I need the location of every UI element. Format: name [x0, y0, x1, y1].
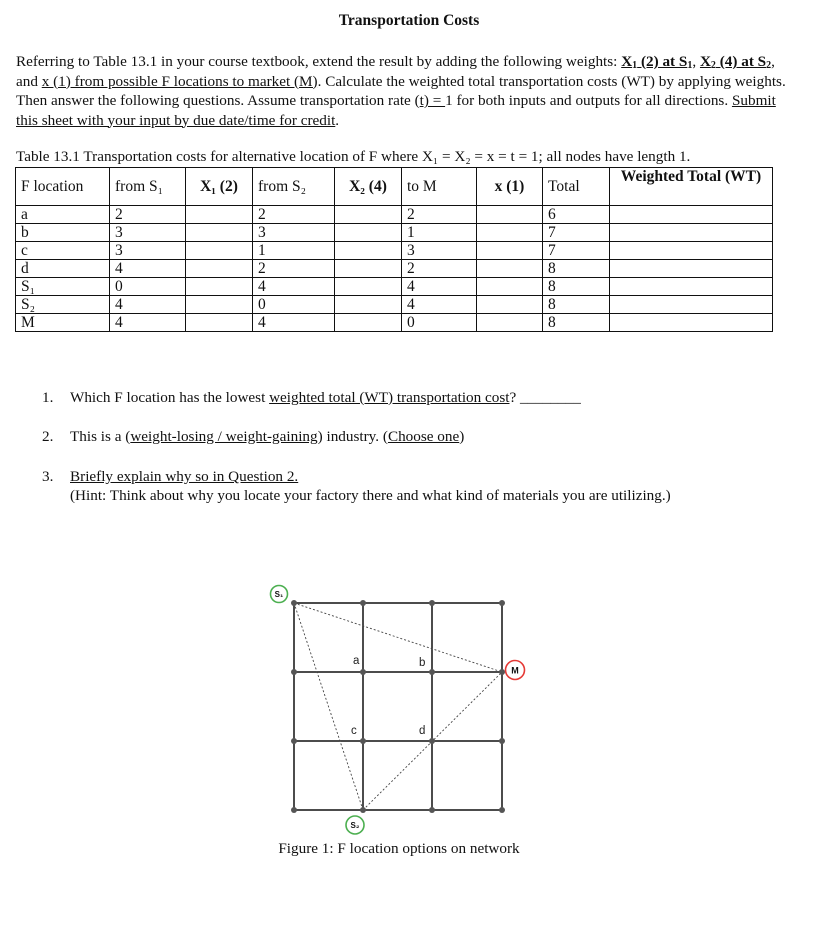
table-cell[interactable] [610, 206, 773, 224]
page-title: Transportation Costs [338, 12, 480, 29]
instructions-paragraph: Referring to Table 13.1 in your course textbook, extend the result by adding the following weights: $X_1$ (2) at $S_1$, $X_2$ (4) at $S_2$, and x (1) from possible F locations to market (M). Calculate the weighted total transportation costs (WT) by applying weights. Then answer the following questions. Assume transportation rate (t) = 1 for both inputs and outputs for all directions. Submit this sheet with your input by due date/time for credit. [16, 53, 786, 129]
header-total: Total [543, 168, 610, 206]
question-3-hint: (Hint: Think about why you locate your factory there and what kind of materials you are utilizing.) [70, 487, 671, 504]
table-cell[interactable] [335, 260, 402, 278]
table-cell: 2 [402, 206, 477, 224]
table-cell: 4 [402, 278, 477, 296]
table-cell[interactable] [610, 278, 773, 296]
table-cell[interactable] [335, 224, 402, 242]
row-label-cell: b [16, 224, 110, 242]
table-cell[interactable] [186, 260, 253, 278]
row-label-cell: d [16, 260, 110, 278]
network-nodes [291, 600, 505, 813]
table-cell: 0 [253, 296, 335, 314]
submit-instruction: Submit this sheet with your input by due date/time for credit [16, 92, 776, 129]
table-cell[interactable] [610, 314, 773, 332]
header-from-s1: from S₁ [110, 168, 186, 206]
table-cell: 3 [110, 224, 186, 242]
table-cell[interactable] [335, 206, 402, 224]
table-cell[interactable] [186, 224, 253, 242]
table-caption: Table 13.1 Transportation costs for alternative location of F where X₁ = X₂ = x = t = 1; all nodes have length 1. [16, 148, 691, 165]
table-cell: 7 [543, 224, 610, 242]
table-row [16, 296, 773, 314]
header-from-s2: from S₂ [253, 168, 335, 206]
table-cell: 0 [402, 314, 477, 332]
table-cell[interactable] [477, 206, 543, 224]
row-label-cell: S₁ [16, 278, 110, 296]
table-cell[interactable] [335, 296, 402, 314]
table-cell[interactable] [610, 260, 773, 278]
route-s1-s2 [294, 603, 363, 810]
table-cell[interactable] [335, 314, 402, 332]
row-label-cell: a [16, 206, 110, 224]
route-s1-m [294, 603, 502, 672]
row-label-cell: c [16, 242, 110, 260]
table-cell: 2 [253, 206, 335, 224]
table-cell: 4 [253, 278, 335, 296]
node-m-marker [506, 661, 525, 680]
node-label-a: a [353, 655, 360, 667]
table-cell: 1 [253, 242, 335, 260]
node-label-c: c [351, 725, 357, 737]
table-cell[interactable] [335, 278, 402, 296]
header-x-weight: x (1) [477, 168, 543, 206]
node-label-s2: S₂ [350, 821, 360, 830]
table-cell: 0 [110, 278, 186, 296]
table-cell: 2 [110, 206, 186, 224]
table-cell: 2 [402, 260, 477, 278]
table-cell: 3 [253, 224, 335, 242]
table-cell: 3 [402, 242, 477, 260]
figure-caption: Figure 1: F location options on network [278, 840, 520, 857]
table-cell: 8 [543, 260, 610, 278]
table-cell: 4 [110, 314, 186, 332]
table-row [16, 242, 773, 260]
table-row [16, 314, 773, 332]
question-1: 1. Which F location has the lowest weighted total (WT) transportation cost? ________ [42, 389, 581, 406]
table-cell[interactable] [477, 224, 543, 242]
table-row [16, 206, 773, 224]
table-cell[interactable] [477, 260, 543, 278]
table-cell[interactable] [477, 278, 543, 296]
node-label-b: b [419, 657, 426, 669]
question-2: 2. This is a (weight-losing / weight-gaining) industry. (Choose one) [42, 428, 465, 445]
table-row [16, 278, 773, 296]
header-x2-weight: X₂ (4) [335, 168, 402, 206]
table-header-row [16, 168, 773, 206]
table-cell: 8 [543, 296, 610, 314]
table-cell: 1 [402, 224, 477, 242]
table-row [16, 260, 773, 278]
table-cell[interactable] [186, 242, 253, 260]
table-cell[interactable] [610, 296, 773, 314]
table-cell: 8 [543, 278, 610, 296]
node-label-d: d [419, 725, 426, 737]
table-cell: 6 [543, 206, 610, 224]
table-cell[interactable] [186, 278, 253, 296]
route-lines [294, 603, 502, 810]
table-cell[interactable] [477, 314, 543, 332]
table-cell: 4 [110, 296, 186, 314]
table-cell[interactable] [477, 242, 543, 260]
question-3: 3. Briefly explain why so in Question 2. [42, 468, 299, 485]
header-weighted-total: Weighted Total (WT) [610, 168, 773, 206]
table-cell[interactable] [186, 296, 253, 314]
table-cell: 7 [543, 242, 610, 260]
table-cell[interactable] [186, 206, 253, 224]
node-s2-marker [346, 816, 364, 834]
table-cell: 2 [253, 260, 335, 278]
transportation-cost-table [15, 167, 773, 332]
node-label-s1: S₁ [274, 590, 284, 599]
table-cell[interactable] [477, 296, 543, 314]
header-x1-weight: X₁ (2) [186, 168, 253, 206]
table-cell: 4 [110, 260, 186, 278]
table-cell[interactable] [186, 314, 253, 332]
table-cell: 3 [110, 242, 186, 260]
table-cell[interactable] [610, 242, 773, 260]
header-to-m: to M [402, 168, 477, 206]
node-s1-marker [271, 586, 288, 603]
table-cell[interactable] [610, 224, 773, 242]
row-label-cell: S₂ [16, 296, 110, 314]
header-f-location: F location [16, 168, 110, 206]
node-label-m: M [511, 665, 519, 676]
table-cell[interactable] [335, 242, 402, 260]
row-label-cell: M [16, 314, 110, 332]
network-figure [250, 575, 550, 840]
table-cell: 4 [402, 296, 477, 314]
table-row [16, 224, 773, 242]
table-cell: 4 [253, 314, 335, 332]
table-cell: 8 [543, 314, 610, 332]
weight-choice: weight-losing / weight-gaining [130, 428, 318, 445]
grid-lines [294, 603, 502, 810]
